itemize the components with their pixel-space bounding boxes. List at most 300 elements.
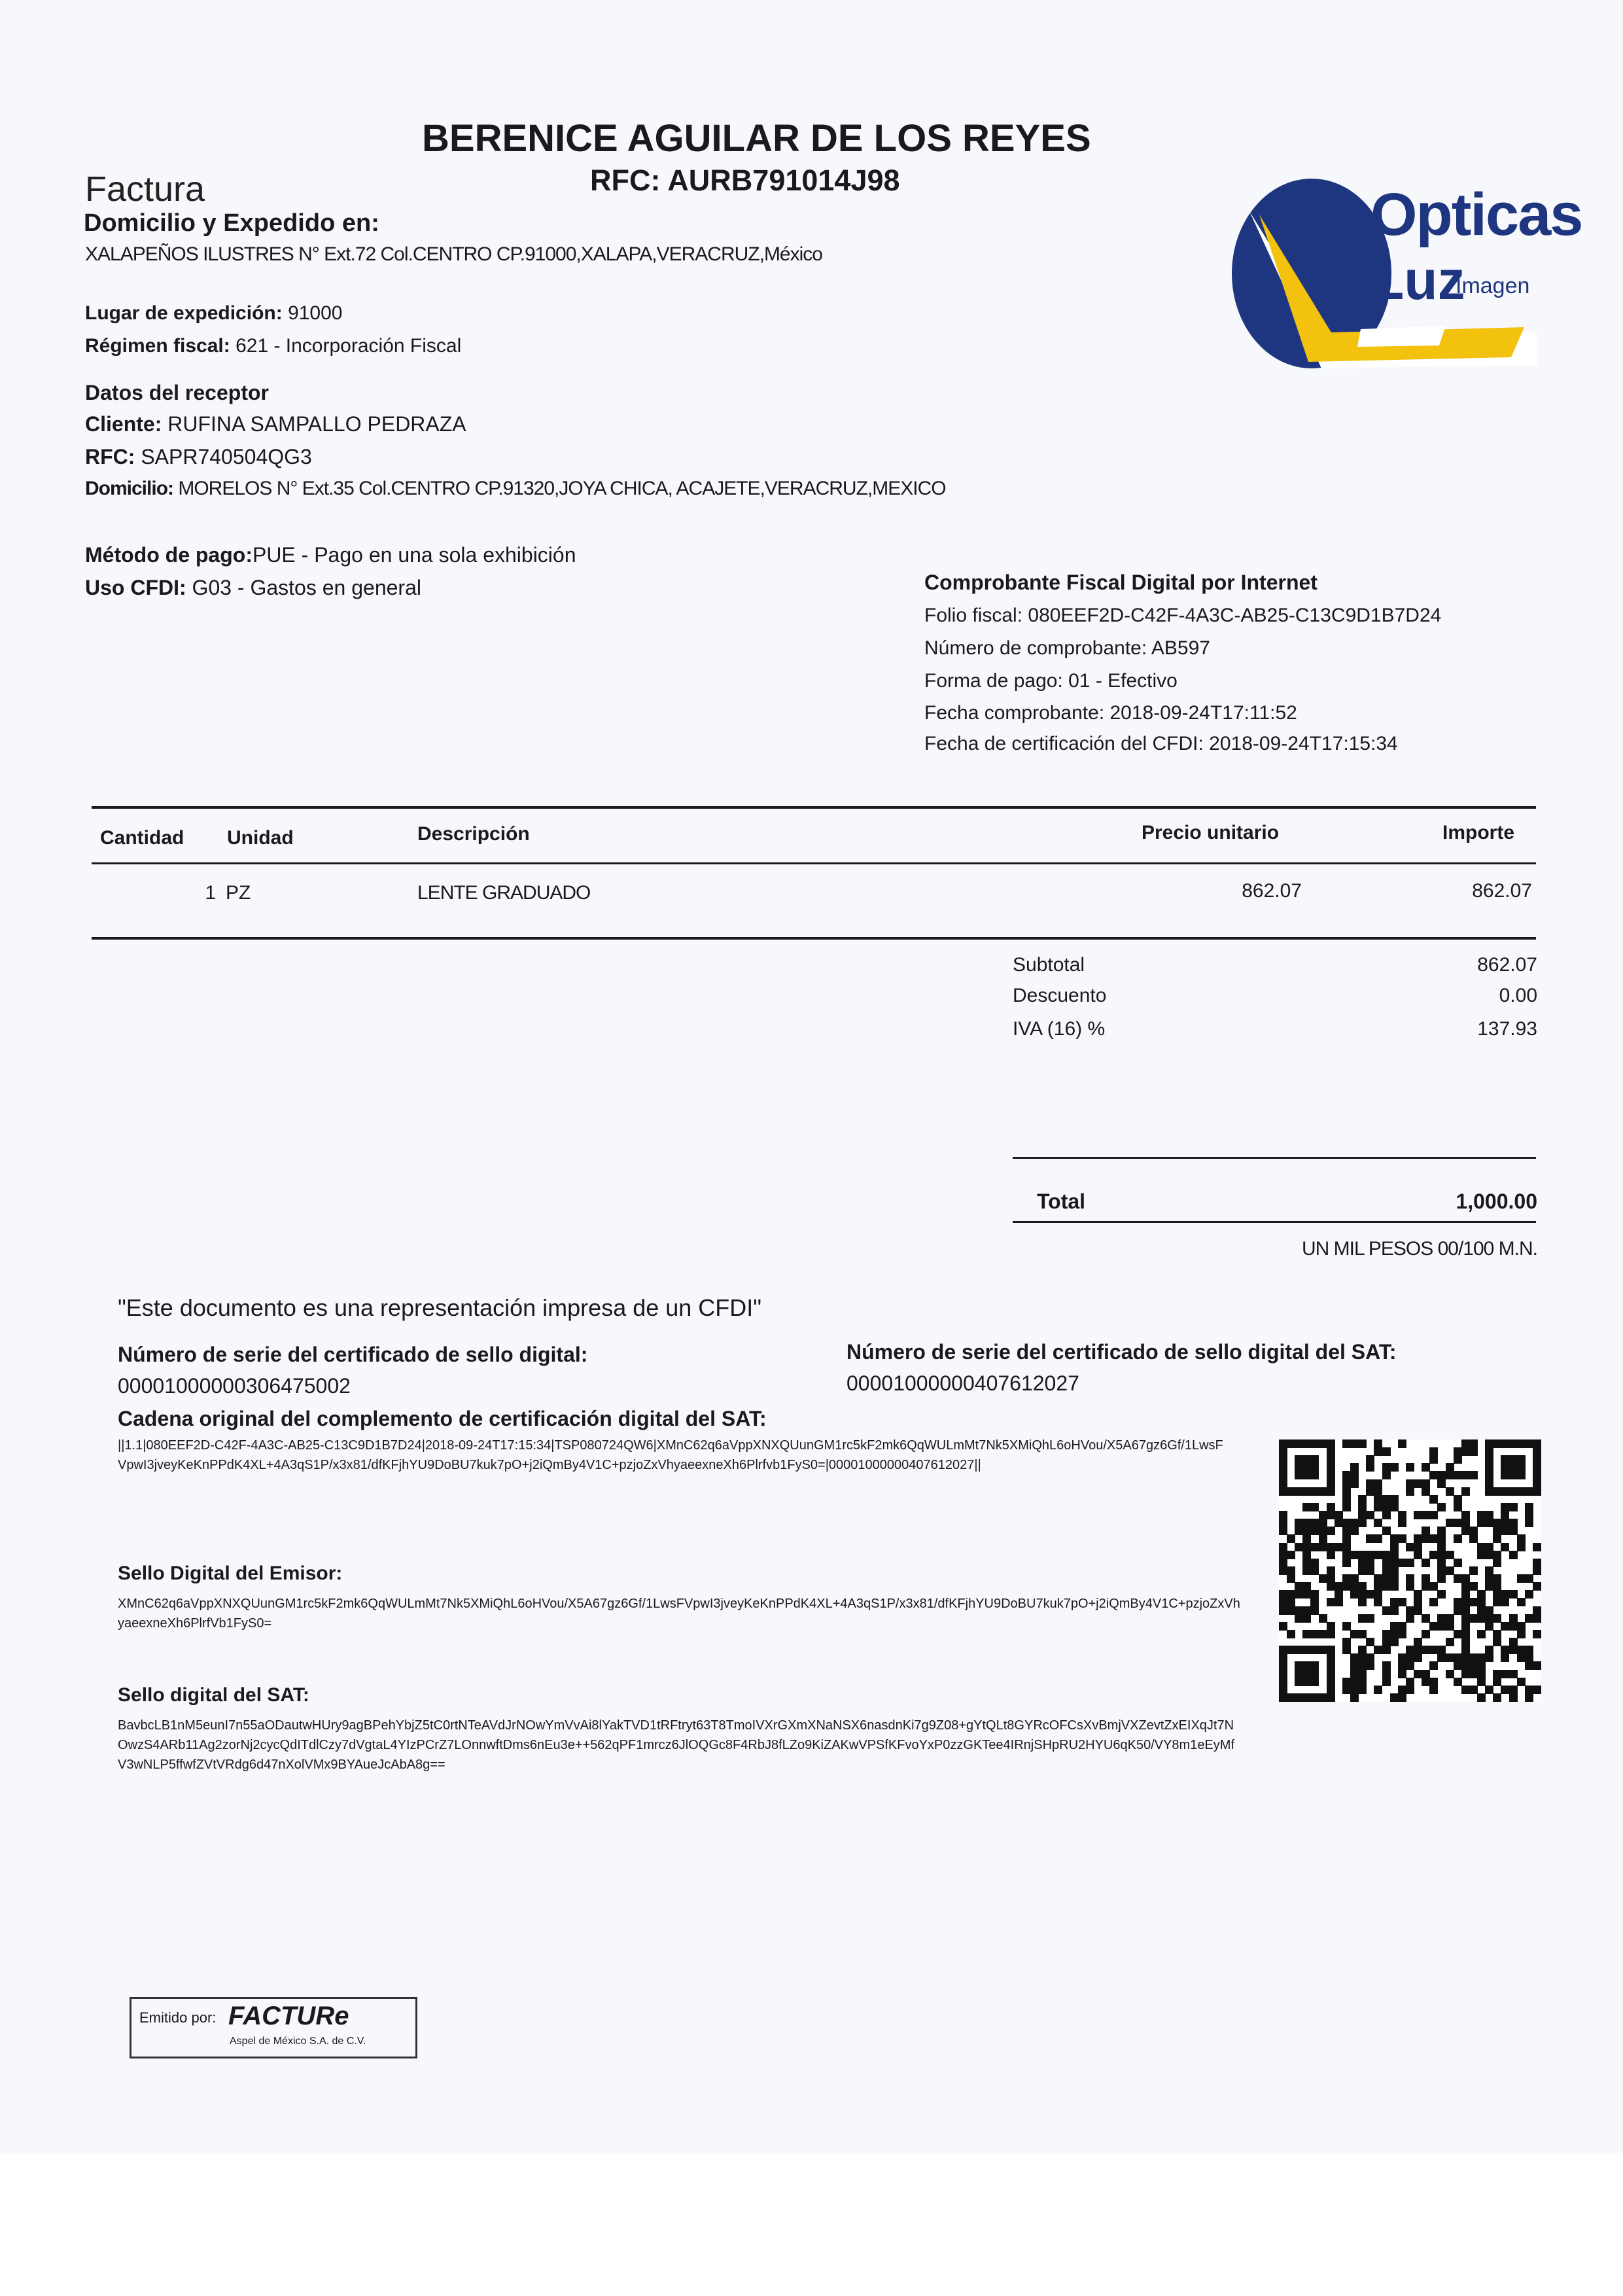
qr-module bbox=[1279, 1686, 1287, 1694]
qr-module bbox=[1319, 1511, 1327, 1519]
qr-module bbox=[1302, 1439, 1311, 1448]
qr-module bbox=[1327, 1543, 1335, 1551]
qr-module bbox=[1437, 1653, 1446, 1662]
qr-module bbox=[1446, 1551, 1454, 1559]
qr-module bbox=[1422, 1678, 1430, 1686]
qr-module bbox=[1382, 1527, 1391, 1535]
lugar-expedicion bbox=[85, 302, 343, 325]
qr-module bbox=[1525, 1661, 1533, 1670]
qr-module bbox=[1477, 1551, 1486, 1559]
qr-module bbox=[1422, 1630, 1430, 1638]
qr-module bbox=[1406, 1678, 1414, 1686]
qr-module bbox=[1279, 1471, 1287, 1479]
qr-module bbox=[1390, 1543, 1399, 1551]
qr-module bbox=[1461, 1653, 1470, 1662]
qr-module bbox=[1390, 1693, 1399, 1702]
qr-module bbox=[1533, 1630, 1541, 1638]
qr-module bbox=[1469, 1566, 1478, 1575]
qr-module bbox=[1382, 1661, 1391, 1670]
cadena-original: ||1.1|080EEF2D-C42F-4A3C-AB25-C13C9D1B7D24|2018-09-24T17:15:34|TSP080724QW6|XMnC62q6aVppXNXQUunGM1rc5kF2mk6QqWULmMt7Nk5XMiQhL6oHVou/X5A67gz6Gf/1LwsFVpwI3jveyKeKnPPdK4XL+4A3qS1P/x3x81/dfKFjhYU9DoBU7kuk7pO+j2iQmBy4V1C+pzjoZxVhyaeexneXh6Plrfvb1FyS0=|00001000000407612027|| bbox=[118, 1438, 1223, 1472]
qr-module bbox=[1390, 1606, 1399, 1615]
qr-module bbox=[1310, 1606, 1319, 1615]
qr-module bbox=[1461, 1590, 1470, 1598]
qr-module bbox=[1390, 1622, 1399, 1631]
qr-module bbox=[1398, 1630, 1406, 1638]
qr-module bbox=[1342, 1534, 1351, 1543]
document-type: Factura bbox=[85, 169, 205, 209]
total-en-letra: UN MIL PESOS 00/100 M.N. bbox=[1301, 1238, 1537, 1260]
domicilio-heading: Domicilio y Expedido en: bbox=[84, 209, 379, 237]
qr-module bbox=[1533, 1479, 1541, 1488]
qr-module bbox=[1493, 1670, 1501, 1678]
qr-module bbox=[1406, 1543, 1414, 1551]
qr-module bbox=[1469, 1582, 1478, 1591]
qr-module bbox=[1287, 1551, 1295, 1559]
qr-module bbox=[1446, 1614, 1454, 1623]
qr-module bbox=[1374, 1582, 1382, 1591]
qr-module bbox=[1477, 1543, 1486, 1551]
qr-module bbox=[1437, 1543, 1446, 1551]
serie-emisor-label: Número de serie del certificado de sello digital: bbox=[118, 1343, 588, 1366]
qr-module bbox=[1517, 1630, 1526, 1638]
qr-module bbox=[1501, 1543, 1509, 1551]
qr-module bbox=[1454, 1598, 1462, 1606]
qr-module bbox=[1525, 1439, 1533, 1448]
qr-module bbox=[1469, 1661, 1478, 1670]
qr-module bbox=[1350, 1574, 1359, 1583]
qr-module bbox=[1390, 1503, 1399, 1511]
qr-module bbox=[1279, 1646, 1287, 1654]
qr-module bbox=[1295, 1519, 1303, 1527]
qr-module bbox=[1501, 1653, 1509, 1662]
qr-module bbox=[1279, 1661, 1287, 1670]
qr-module bbox=[1406, 1574, 1414, 1583]
receptor-cliente bbox=[85, 412, 466, 436]
qr-module bbox=[1327, 1566, 1335, 1575]
qr-module bbox=[1461, 1606, 1470, 1615]
qr-module bbox=[1342, 1574, 1351, 1583]
qr-module bbox=[1437, 1646, 1446, 1654]
qr-module bbox=[1358, 1646, 1367, 1654]
cfdi-numero: Número de comprobante: AB597 bbox=[924, 637, 1210, 659]
qr-module bbox=[1295, 1661, 1303, 1670]
qr-module bbox=[1310, 1543, 1319, 1551]
descuento-label: Descuento bbox=[1013, 985, 1107, 1006]
qr-module bbox=[1398, 1661, 1406, 1670]
qr-module bbox=[1358, 1503, 1367, 1511]
qr-module bbox=[1358, 1630, 1367, 1638]
qr-module bbox=[1366, 1511, 1374, 1519]
qr-module bbox=[1327, 1447, 1335, 1456]
qr-module bbox=[1501, 1622, 1509, 1631]
qr-module bbox=[1358, 1566, 1367, 1575]
total-value: 1,000.00 bbox=[1456, 1190, 1537, 1213]
qr-module bbox=[1485, 1519, 1493, 1527]
qr-module bbox=[1509, 1551, 1518, 1559]
scan-margin bbox=[0, 2153, 1623, 2296]
qr-module bbox=[1414, 1670, 1422, 1678]
qr-module bbox=[1310, 1661, 1319, 1670]
qr-module bbox=[1366, 1566, 1374, 1575]
sello-emisor: XMnC62q6aVppXNXQUunGM1rc5kF2mk6QqWULmMt7Nk5XMiQhL6oHVou/X5A67gz6Gf/1LwsFVpwI3jveyKeKnPPdK4XL+4A3qS1P/x3x81/dfKFjhYU9DoBU7kuk7pO+j2iQmBy4V1C+pzjoZxVhyaeexneXh6PlrfVb1FyS0= bbox=[118, 1597, 1240, 1631]
qr-module bbox=[1374, 1646, 1382, 1654]
qr-module bbox=[1533, 1566, 1541, 1575]
qr-module bbox=[1310, 1439, 1319, 1448]
qr-module bbox=[1446, 1622, 1454, 1631]
qr-module bbox=[1493, 1678, 1501, 1686]
qr-module bbox=[1350, 1630, 1359, 1638]
qr-module bbox=[1533, 1439, 1541, 1448]
qr-module bbox=[1493, 1630, 1501, 1638]
qr-module bbox=[1350, 1582, 1359, 1591]
qr-module bbox=[1454, 1661, 1462, 1670]
qr-module bbox=[1358, 1439, 1367, 1448]
qr-module bbox=[1342, 1503, 1351, 1511]
qr-module bbox=[1279, 1511, 1287, 1519]
qr-module bbox=[1469, 1614, 1478, 1623]
qr-module bbox=[1295, 1439, 1303, 1448]
qr-module bbox=[1469, 1653, 1478, 1662]
qr-module bbox=[1342, 1622, 1351, 1631]
qr-module bbox=[1414, 1551, 1422, 1559]
qr-module bbox=[1327, 1439, 1335, 1448]
qr-module bbox=[1469, 1447, 1478, 1456]
qr-module bbox=[1327, 1582, 1335, 1591]
qr-module bbox=[1342, 1471, 1351, 1479]
issuer-address: XALAPEÑOS ILUSTRES N° Ext.72 Col.CENTRO CP.91000,XALAPA,VERACRUZ,México bbox=[85, 243, 822, 265]
qr-module bbox=[1302, 1582, 1311, 1591]
qr-module bbox=[1310, 1566, 1319, 1575]
qr-module bbox=[1382, 1678, 1391, 1686]
qr-module bbox=[1525, 1686, 1533, 1694]
qr-module bbox=[1358, 1519, 1367, 1527]
qr-module bbox=[1327, 1598, 1335, 1606]
qr-module bbox=[1477, 1598, 1486, 1606]
qr-module bbox=[1533, 1463, 1541, 1472]
total-top-rule bbox=[1013, 1157, 1536, 1159]
qr-module bbox=[1493, 1574, 1501, 1583]
metodo-pago bbox=[85, 543, 576, 567]
qr-module bbox=[1295, 1590, 1303, 1598]
qr-module bbox=[1406, 1487, 1414, 1496]
qr-module bbox=[1374, 1503, 1382, 1511]
qr-module bbox=[1454, 1574, 1462, 1583]
qr-module bbox=[1358, 1559, 1367, 1567]
aspel-company: Aspel de México S.A. de C.V. bbox=[230, 2036, 366, 2047]
qr-module bbox=[1302, 1566, 1311, 1575]
qr-module bbox=[1366, 1614, 1374, 1623]
qr-module bbox=[1390, 1574, 1399, 1583]
qr-module bbox=[1461, 1447, 1470, 1456]
qr-module bbox=[1366, 1638, 1374, 1646]
qr-module bbox=[1429, 1598, 1438, 1606]
qr-module bbox=[1493, 1559, 1501, 1567]
qr-module bbox=[1485, 1653, 1493, 1662]
qr-module bbox=[1422, 1559, 1430, 1567]
qr-module bbox=[1533, 1447, 1541, 1456]
qr-module bbox=[1509, 1455, 1518, 1464]
qr-module bbox=[1279, 1566, 1287, 1575]
qr-module bbox=[1390, 1638, 1399, 1646]
qr-module bbox=[1429, 1678, 1438, 1686]
qr-module bbox=[1533, 1543, 1541, 1551]
qr-module bbox=[1437, 1503, 1446, 1511]
qr-module bbox=[1358, 1686, 1367, 1694]
qr-module bbox=[1302, 1630, 1311, 1638]
qr-module bbox=[1327, 1693, 1335, 1702]
qr-module bbox=[1477, 1614, 1486, 1623]
qr-module bbox=[1429, 1471, 1438, 1479]
qr-module bbox=[1366, 1551, 1374, 1559]
facture-brand: FACTURe bbox=[228, 2002, 349, 2030]
qr-module bbox=[1493, 1582, 1501, 1591]
qr-module bbox=[1295, 1463, 1303, 1472]
qr-module bbox=[1342, 1519, 1351, 1527]
qr-module bbox=[1517, 1678, 1526, 1686]
emitido-label: Emitido por: bbox=[139, 2009, 217, 2026]
receptor-rfc-value: SAPR740504QG3 bbox=[141, 445, 312, 468]
qr-module bbox=[1279, 1479, 1287, 1488]
qr-module bbox=[1485, 1455, 1493, 1464]
qr-module bbox=[1509, 1638, 1518, 1646]
qr-module bbox=[1374, 1495, 1382, 1504]
qr-module bbox=[1398, 1653, 1406, 1662]
qr-module bbox=[1398, 1670, 1406, 1678]
qr-module bbox=[1461, 1519, 1470, 1527]
qr-module bbox=[1366, 1455, 1374, 1464]
qr-module bbox=[1509, 1503, 1518, 1511]
qr-module bbox=[1533, 1471, 1541, 1479]
receptor-rfc-label: RFC: bbox=[85, 445, 135, 468]
qr-module bbox=[1493, 1439, 1501, 1448]
qr-module bbox=[1374, 1519, 1382, 1527]
qr-module bbox=[1422, 1527, 1430, 1535]
qr-module bbox=[1279, 1487, 1287, 1496]
qr-module bbox=[1525, 1519, 1533, 1527]
qr-module bbox=[1485, 1614, 1493, 1623]
qr-module bbox=[1469, 1686, 1478, 1694]
qr-module bbox=[1327, 1670, 1335, 1678]
qr-module bbox=[1310, 1646, 1319, 1654]
qr-module bbox=[1279, 1590, 1287, 1598]
qr-module bbox=[1517, 1471, 1526, 1479]
lugar-label: Lugar de expedición: bbox=[85, 302, 283, 324]
qr-module bbox=[1350, 1519, 1359, 1527]
uso-cfdi bbox=[85, 576, 421, 600]
qr-module bbox=[1310, 1487, 1319, 1496]
cfdi-leyenda: "Este documento es una representación impresa de un CFDI" bbox=[118, 1294, 762, 1321]
cliente-value: RUFINA SAMPALLO PEDRAZA bbox=[167, 412, 466, 436]
qr-module bbox=[1485, 1582, 1493, 1591]
qr-module bbox=[1461, 1670, 1470, 1678]
qr-module bbox=[1374, 1487, 1382, 1496]
qr-module bbox=[1501, 1670, 1509, 1678]
qr-module bbox=[1446, 1519, 1454, 1527]
qr-module bbox=[1382, 1566, 1391, 1575]
qr-module bbox=[1390, 1598, 1399, 1606]
qr-module bbox=[1414, 1479, 1422, 1488]
qr-module bbox=[1382, 1471, 1391, 1479]
qr-module bbox=[1350, 1590, 1359, 1598]
qr-module bbox=[1302, 1661, 1311, 1670]
qr-module bbox=[1358, 1511, 1367, 1519]
qr-module bbox=[1501, 1487, 1509, 1496]
qr-module bbox=[1485, 1439, 1493, 1448]
qr-module bbox=[1279, 1447, 1287, 1456]
qr-module bbox=[1350, 1686, 1359, 1694]
qr-module bbox=[1302, 1670, 1311, 1678]
qr-module bbox=[1310, 1455, 1319, 1464]
qr-module bbox=[1302, 1527, 1311, 1535]
qr-module bbox=[1437, 1551, 1446, 1559]
qr-module bbox=[1342, 1543, 1351, 1551]
qr-module bbox=[1382, 1606, 1391, 1615]
qr-module bbox=[1302, 1590, 1311, 1598]
qr-module bbox=[1437, 1590, 1446, 1598]
col-importe: Importe bbox=[1442, 822, 1515, 843]
qr-module bbox=[1469, 1534, 1478, 1543]
qr-module bbox=[1422, 1534, 1430, 1543]
subtotal-value: 862.07 bbox=[1477, 954, 1537, 976]
qr-module bbox=[1422, 1646, 1430, 1654]
iva-label: IVA (16) % bbox=[1013, 1018, 1106, 1040]
qr-module bbox=[1501, 1471, 1509, 1479]
qr-module bbox=[1366, 1590, 1374, 1598]
qr-module bbox=[1477, 1606, 1486, 1615]
qr-module bbox=[1302, 1614, 1311, 1623]
qr-module bbox=[1406, 1614, 1414, 1623]
qr-module bbox=[1406, 1463, 1414, 1472]
qr-module bbox=[1422, 1463, 1430, 1472]
qr-module bbox=[1319, 1574, 1327, 1583]
qr-module bbox=[1477, 1653, 1486, 1662]
qr-module bbox=[1358, 1590, 1367, 1598]
qr-module bbox=[1295, 1582, 1303, 1591]
qr-module bbox=[1295, 1646, 1303, 1654]
qr-module bbox=[1454, 1495, 1462, 1504]
qr-module bbox=[1358, 1614, 1367, 1623]
qr-module bbox=[1454, 1653, 1462, 1662]
qr-module bbox=[1319, 1519, 1327, 1527]
receptor-domicilio-value: MORELOS N° Ext.35 Col.CENTRO CP.91320,JOYA CHICA, ACAJETE,VERACRUZ,MEXICO bbox=[178, 478, 946, 499]
qr-module bbox=[1461, 1622, 1470, 1631]
qr-module bbox=[1429, 1582, 1438, 1591]
qr-module bbox=[1310, 1527, 1319, 1535]
qr-module bbox=[1302, 1463, 1311, 1472]
opticas-luz-logo bbox=[1230, 175, 1582, 372]
qr-module bbox=[1287, 1693, 1295, 1702]
serie-sat-value: 00001000000407612027 bbox=[846, 1371, 1079, 1395]
qr-module bbox=[1501, 1646, 1509, 1654]
qr-module bbox=[1422, 1614, 1430, 1623]
logo-brand-sub: Imagen bbox=[1456, 274, 1530, 298]
qr-module bbox=[1295, 1471, 1303, 1479]
qr-module bbox=[1454, 1447, 1462, 1456]
qr-module bbox=[1350, 1661, 1359, 1670]
qr-module bbox=[1406, 1559, 1414, 1567]
qr-module bbox=[1358, 1598, 1367, 1606]
qr-module bbox=[1279, 1439, 1287, 1448]
qr-module bbox=[1302, 1551, 1311, 1559]
qr-module bbox=[1501, 1503, 1509, 1511]
qr-module bbox=[1287, 1630, 1295, 1638]
qr-module bbox=[1485, 1463, 1493, 1472]
qr-module bbox=[1437, 1559, 1446, 1567]
qr-module bbox=[1414, 1590, 1422, 1598]
qr-module bbox=[1461, 1574, 1470, 1583]
qr-module bbox=[1350, 1479, 1359, 1488]
qr-module bbox=[1382, 1630, 1391, 1638]
qr-module bbox=[1327, 1551, 1335, 1559]
qr-module bbox=[1319, 1527, 1327, 1535]
qr-module bbox=[1287, 1566, 1295, 1575]
qr-module bbox=[1279, 1519, 1287, 1527]
qr-module bbox=[1509, 1646, 1518, 1654]
qr-module bbox=[1454, 1455, 1462, 1464]
qr-module bbox=[1485, 1646, 1493, 1654]
qr-module bbox=[1461, 1511, 1470, 1519]
qr-module bbox=[1414, 1511, 1422, 1519]
qr-module bbox=[1327, 1503, 1335, 1511]
qr-module bbox=[1485, 1471, 1493, 1479]
uso-label: Uso CFDI: bbox=[85, 576, 186, 599]
qr-module bbox=[1414, 1606, 1422, 1615]
qr-module bbox=[1501, 1527, 1509, 1535]
col-descripcion: Descripción bbox=[417, 823, 530, 845]
qr-module bbox=[1437, 1614, 1446, 1623]
qr-module bbox=[1501, 1455, 1509, 1464]
qr-module bbox=[1358, 1582, 1367, 1591]
qr-module bbox=[1279, 1622, 1287, 1631]
qr-module bbox=[1295, 1527, 1303, 1535]
lugar-value: 91000 bbox=[288, 302, 343, 324]
qr-module bbox=[1446, 1471, 1454, 1479]
qr-module bbox=[1517, 1598, 1526, 1606]
qr-module bbox=[1327, 1653, 1335, 1662]
qr-module bbox=[1390, 1630, 1399, 1638]
row-cantidad: 1 bbox=[205, 882, 216, 904]
qr-module bbox=[1374, 1590, 1382, 1598]
qr-module bbox=[1429, 1551, 1438, 1559]
qr-module bbox=[1327, 1479, 1335, 1488]
qr-module bbox=[1501, 1463, 1509, 1472]
qr-module bbox=[1310, 1693, 1319, 1702]
qr-module bbox=[1461, 1646, 1470, 1654]
qr-module bbox=[1358, 1495, 1367, 1504]
qr-module bbox=[1437, 1574, 1446, 1583]
qr-module bbox=[1533, 1606, 1541, 1615]
qr-module bbox=[1469, 1598, 1478, 1606]
qr-module bbox=[1398, 1559, 1406, 1567]
qr-module bbox=[1390, 1534, 1399, 1543]
qr-module bbox=[1302, 1519, 1311, 1527]
qr-module bbox=[1517, 1487, 1526, 1496]
qr-module bbox=[1422, 1479, 1430, 1488]
col-unidad: Unidad bbox=[227, 827, 294, 849]
qr-module bbox=[1461, 1661, 1470, 1670]
qr-module bbox=[1279, 1559, 1287, 1567]
qr-module bbox=[1525, 1693, 1533, 1702]
qr-module bbox=[1382, 1574, 1391, 1583]
qr-module bbox=[1350, 1678, 1359, 1686]
qr-module bbox=[1517, 1646, 1526, 1654]
qr-module bbox=[1287, 1598, 1295, 1606]
qr-module bbox=[1485, 1447, 1493, 1456]
qr-module bbox=[1374, 1534, 1382, 1543]
qr-module bbox=[1461, 1638, 1470, 1646]
qr-module bbox=[1477, 1693, 1486, 1702]
qr-module bbox=[1342, 1686, 1351, 1694]
